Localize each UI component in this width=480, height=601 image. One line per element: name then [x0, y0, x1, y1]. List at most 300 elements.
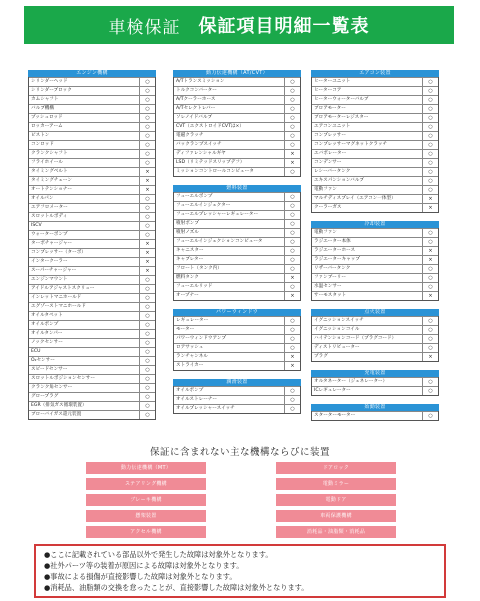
part-name: タイミングベルト	[31, 169, 68, 174]
table-row	[174, 264, 300, 273]
section-title: 燃料装置	[173, 185, 301, 192]
table-row	[312, 77, 438, 86]
table-row	[174, 273, 300, 282]
table-row	[29, 104, 155, 113]
table-row	[174, 104, 300, 113]
covered-mark: ○	[139, 312, 155, 320]
covered-mark: ○	[284, 265, 300, 273]
part-name: スピードセンサー	[31, 367, 68, 372]
section-lubrication	[173, 379, 301, 414]
covered-mark: ○	[139, 141, 155, 149]
covered-mark: ○	[284, 238, 300, 246]
table-row	[312, 377, 438, 386]
section-rows	[311, 228, 439, 301]
table-row	[29, 140, 155, 149]
table-row	[312, 185, 438, 194]
part-name: イグニッションスイッチ	[314, 318, 364, 323]
covered-mark: ○	[422, 326, 438, 334]
table-row	[174, 228, 300, 237]
covered-mark: ○	[422, 317, 438, 325]
covered-mark: ○	[422, 105, 438, 113]
table-row	[312, 228, 438, 237]
section-rows	[28, 77, 156, 420]
part-name: フロート（タンク内）	[176, 266, 222, 271]
table-row	[174, 361, 300, 370]
table-row	[29, 212, 155, 221]
table-row	[174, 237, 300, 246]
exclusion-item: 懸架装置	[86, 510, 206, 522]
table-row	[29, 158, 155, 167]
part-name: 噴射ポンプ	[176, 221, 199, 226]
covered-mark: ○	[284, 96, 300, 104]
covered-mark: ○	[284, 141, 300, 149]
section-powertrain	[173, 70, 301, 177]
table-row	[312, 282, 438, 291]
table-row	[29, 284, 155, 293]
not-covered-mark: ×	[139, 267, 155, 275]
covered-mark: ○	[422, 150, 438, 158]
table-row	[29, 410, 155, 419]
table-row	[312, 264, 438, 273]
part-name: レギュレーター	[176, 318, 209, 323]
part-name: ミッションコントロールコンピュータ	[176, 169, 254, 174]
section-starting	[311, 404, 439, 421]
part-name: ヒーターユニット	[314, 79, 351, 84]
section-title: 点火装置	[311, 309, 439, 316]
not-covered-mark: ×	[284, 353, 300, 361]
covered-mark: ○	[139, 303, 155, 311]
section-title: 始動装置	[311, 404, 439, 411]
not-covered-mark: ×	[139, 249, 155, 257]
part-name: キャニスター	[176, 248, 204, 253]
covered-mark: ○	[139, 375, 155, 383]
section-power-window	[173, 309, 301, 371]
part-name: 電動ファン	[314, 230, 337, 235]
table-row	[174, 255, 300, 264]
not-covered-mark: ×	[284, 292, 300, 300]
covered-mark: ○	[139, 96, 155, 104]
covered-mark: ○	[284, 283, 300, 291]
table-row	[174, 404, 300, 413]
not-covered-mark: ×	[284, 159, 300, 167]
part-name: ディストリビューター	[314, 345, 360, 350]
table-row	[29, 95, 155, 104]
covered-mark: ○	[284, 211, 300, 219]
table-row	[29, 176, 155, 185]
table-row	[312, 158, 438, 167]
part-name: ディファレンシャルギヤ	[176, 151, 226, 156]
table-row	[174, 77, 300, 86]
part-name: カムシャフト	[31, 97, 59, 102]
covered-mark: ○	[139, 402, 155, 410]
covered-mark: ○	[284, 193, 300, 201]
covered-mark: ○	[139, 321, 155, 329]
table-row	[29, 122, 155, 131]
part-name: ラジエーター本体	[314, 239, 351, 244]
part-name: コンプレッサー	[314, 133, 346, 138]
table-row	[174, 149, 300, 158]
section-title: 動力伝達機構（AT/CVT）	[173, 70, 301, 77]
table-row	[312, 352, 438, 361]
part-name: A/Tトランスミッション	[176, 79, 225, 84]
note-line: ●事故による損傷が直接影響した故障は対象外となります。	[44, 572, 237, 581]
covered-mark: ○	[139, 348, 155, 356]
part-name: アイドルアジャストスクリュー	[31, 286, 95, 291]
not-covered-mark: ×	[422, 204, 438, 212]
part-name: ヒーターコア	[314, 88, 342, 93]
not-covered-mark: ×	[139, 258, 155, 266]
table-row	[174, 192, 300, 201]
table-row	[174, 282, 300, 291]
covered-mark: ○	[284, 326, 300, 334]
part-name: フライホイール	[31, 160, 63, 165]
part-name: フューエルプレッシャーレギュレーター	[176, 212, 259, 217]
table-row	[312, 113, 438, 122]
part-name: A/Tクーラーホース	[176, 97, 216, 102]
part-name: EGR（排気ガス循環装置）	[31, 403, 87, 408]
covered-mark: ○	[139, 294, 155, 302]
covered-mark: ○	[139, 339, 155, 347]
covered-mark: ○	[139, 150, 155, 158]
table-row	[174, 210, 300, 219]
part-name: トルクコンバーター	[176, 88, 217, 93]
section-fuel	[173, 185, 301, 301]
section-title: 冷却装置	[311, 221, 439, 228]
exclusion-item: ブレーキ機構	[86, 494, 206, 506]
table-row	[29, 131, 155, 140]
covered-mark: ○	[139, 213, 155, 221]
part-name: シリンダーブロック	[31, 88, 72, 93]
part-name: ウォーターポンプ	[31, 232, 68, 237]
covered-mark: ○	[139, 159, 155, 167]
table-row	[174, 334, 300, 343]
part-name: ロアサッシュ	[176, 345, 204, 350]
section-title: パワーウィンドウ	[173, 309, 301, 316]
covered-mark: ○	[284, 256, 300, 264]
table-row	[312, 386, 438, 395]
part-name: ロッカーアーム	[31, 124, 63, 129]
section-rows	[173, 316, 301, 371]
part-name: 電動ファン	[314, 187, 337, 192]
column-left	[28, 70, 156, 428]
part-name: パワーウィンドウアンプ	[176, 336, 227, 341]
table-row	[174, 395, 300, 404]
section-title: 充電装置	[311, 370, 439, 377]
covered-mark: ○	[139, 87, 155, 95]
section-rows	[311, 77, 439, 213]
table-row	[312, 104, 438, 113]
column-right	[311, 70, 439, 429]
table-row	[312, 273, 438, 282]
table-row	[29, 374, 155, 383]
covered-mark: ○	[139, 195, 155, 203]
not-covered-mark: ×	[284, 274, 300, 282]
covered-mark: ○	[284, 387, 300, 395]
part-name: 電磁クラッチ	[176, 133, 204, 138]
part-name: インレットマニホールド	[31, 295, 82, 300]
table-row	[312, 334, 438, 343]
table-row	[29, 338, 155, 347]
part-name: ノックセンサー	[31, 340, 63, 345]
table-row	[312, 343, 438, 352]
part-name: オートテンショナー	[31, 187, 72, 192]
table-row	[312, 291, 438, 300]
covered-mark: ○	[284, 220, 300, 228]
table-row	[312, 246, 438, 255]
table-row	[29, 347, 155, 356]
part-name: エアコンユニット	[314, 124, 351, 129]
part-name: 燃料タンク	[176, 275, 199, 280]
section-rows	[173, 386, 301, 414]
section-rows	[311, 316, 439, 362]
covered-mark: ○	[139, 393, 155, 401]
covered-mark: ○	[422, 229, 438, 237]
table-row	[174, 343, 300, 352]
part-name: イグニッションコイル	[314, 327, 360, 332]
table-row	[312, 131, 438, 140]
table-row	[312, 176, 438, 185]
header-title-warranty: 車検保証	[108, 17, 181, 38]
not-covered-mark: ×	[422, 256, 438, 264]
table-row	[29, 293, 155, 302]
covered-mark: ○	[284, 87, 300, 95]
covered-mark: ○	[139, 132, 155, 140]
table-row	[174, 325, 300, 334]
covered-mark: ○	[139, 330, 155, 338]
part-name: レシーバータンク	[314, 169, 351, 174]
table-row	[174, 246, 300, 255]
covered-mark: ○	[422, 114, 438, 122]
not-covered-mark: ×	[139, 177, 155, 185]
notes-box	[34, 544, 446, 598]
part-name: コンプレッサーマグネットクラッチ	[314, 142, 388, 147]
covered-mark: ○	[139, 276, 155, 284]
covered-mark: ○	[284, 114, 300, 122]
part-name: エアフロメーター	[31, 205, 68, 210]
exclusions-panel	[0, 462, 480, 542]
covered-mark: ○	[422, 378, 438, 386]
covered-mark: ○	[422, 274, 438, 282]
not-covered-mark: ×	[139, 168, 155, 176]
not-covered-mark: ×	[422, 247, 438, 255]
covered-mark: ○	[139, 204, 155, 212]
part-name: プッシュロッド	[31, 115, 63, 120]
table-row	[29, 113, 155, 122]
part-name: クーラーガス	[314, 205, 342, 210]
section-title: エンジン機構	[28, 70, 156, 77]
table-row	[312, 122, 438, 131]
table-row	[312, 95, 438, 104]
exclusion-item: 電動ミラー	[276, 478, 396, 490]
part-name: ラジエーターキャップ	[314, 257, 360, 262]
part-name: フューエルインジェクションコンピュータ	[176, 239, 263, 244]
note-line: ●ここに記載されている部品以外で発生した故障は対象外となります。	[44, 550, 273, 559]
table-row	[312, 237, 438, 246]
part-name: オイルタンパー	[31, 331, 63, 336]
table-row	[312, 203, 438, 212]
covered-mark: ○	[422, 283, 438, 291]
part-name: エバポレーター	[314, 151, 347, 156]
part-name: モーター	[176, 327, 195, 332]
table-row	[29, 194, 155, 203]
table-row	[29, 302, 155, 311]
part-name: タイミングチェーン	[31, 178, 72, 183]
table-row	[312, 149, 438, 158]
table-row	[174, 167, 300, 176]
part-name: インタークーラー	[31, 259, 68, 264]
table-row	[312, 316, 438, 325]
covered-mark: ○	[422, 78, 438, 86]
table-row	[312, 167, 438, 176]
table-row	[174, 122, 300, 131]
not-covered-mark: ×	[139, 240, 155, 248]
table-row	[174, 219, 300, 228]
exclusion-item: ステアリング機構	[86, 478, 206, 490]
part-name: 水温センサー	[314, 284, 342, 289]
table-row	[312, 255, 438, 264]
table-row	[312, 86, 438, 95]
table-row	[29, 401, 155, 410]
table-row	[29, 149, 155, 158]
part-name: ピストン	[31, 133, 50, 138]
part-name: プラグ	[314, 354, 328, 359]
covered-mark: ○	[284, 317, 300, 325]
table-row	[29, 311, 155, 320]
section-rows	[311, 411, 439, 421]
part-name: オイルパン	[31, 196, 54, 201]
table-row	[29, 365, 155, 374]
part-name: ICレギュレーター	[314, 388, 351, 393]
covered-mark: ○	[422, 387, 438, 395]
table-row	[174, 316, 300, 325]
not-covered-mark: ×	[284, 362, 300, 370]
part-name: ラジエーターホース	[314, 248, 356, 253]
covered-mark: ○	[284, 123, 300, 131]
table-row	[174, 386, 300, 395]
table-row	[29, 392, 155, 401]
covered-mark: ○	[284, 105, 300, 113]
table-row	[174, 291, 300, 300]
covered-mark: ○	[284, 405, 300, 413]
table-row	[174, 140, 300, 149]
table-row	[29, 248, 155, 257]
covered-mark: ○	[284, 229, 300, 237]
covered-mark: ○	[422, 132, 438, 140]
part-name: キャブレター	[176, 257, 204, 262]
note-line: ●社外パーツ等の装着が原因による故障は対象外となります。	[44, 561, 244, 570]
part-name: クランクシャフト	[31, 151, 68, 156]
part-name: エンジンマウント	[31, 277, 68, 282]
table-row	[174, 131, 300, 140]
part-name: スロットルボディ	[31, 214, 68, 219]
note-line: ●消耗品、油脂類の交換を怠ったことが、直接影響した故障は対象外となります。	[44, 583, 309, 592]
covered-mark: ○	[139, 357, 155, 365]
covered-mark: ○	[422, 96, 438, 104]
section-title: 潤滑装置	[173, 379, 301, 386]
covered-mark: ○	[422, 238, 438, 246]
part-name: コンデンサー	[314, 160, 342, 165]
exclusions-title: 保証に含まれない主な機構ならびに装置	[149, 447, 330, 458]
table-row	[29, 203, 155, 212]
table-row	[312, 194, 438, 203]
section-rows	[173, 77, 301, 177]
page-header	[24, 6, 454, 44]
section-rows	[311, 377, 439, 396]
table-row	[174, 201, 300, 210]
part-name: オイルポンプ	[31, 322, 59, 327]
table-row	[174, 86, 300, 95]
exclusion-item: ドアロック	[276, 462, 396, 474]
section-rows	[173, 192, 301, 301]
part-name: リザーバータンク	[314, 266, 351, 271]
covered-mark: ○	[139, 123, 155, 131]
part-name: CVT（エクストロイドCVTは×）	[176, 124, 244, 129]
table-row	[29, 320, 155, 329]
covered-mark: ○	[139, 105, 155, 113]
part-name: オイルプレッシャースイッチ	[176, 406, 235, 411]
part-name: ソレノイドバルブ	[176, 115, 213, 120]
part-name: クランク角センサー	[31, 385, 73, 390]
table-row	[29, 230, 155, 239]
table-row	[29, 257, 155, 266]
part-name: エグゾーストマニホールド	[31, 304, 86, 309]
covered-mark: ○	[284, 335, 300, 343]
table-row	[312, 325, 438, 334]
section-engine	[28, 70, 156, 420]
not-covered-mark: ×	[422, 292, 438, 300]
covered-mark: ○	[139, 384, 155, 392]
not-covered-mark: ×	[139, 186, 155, 194]
table-row	[174, 95, 300, 104]
exclusion-item: 電動ドア	[276, 494, 396, 506]
section-ignition	[311, 309, 439, 362]
part-name: ファンブーリー	[314, 275, 346, 280]
covered-mark: ○	[284, 78, 300, 86]
part-name: ブローバイガス還元装置	[31, 412, 82, 417]
part-name: フューエルインジェクター	[176, 203, 231, 208]
part-name: コンプレッサー（ターボ）	[31, 250, 86, 255]
part-name: オイルタペット	[31, 313, 63, 318]
exclusion-item: 動力伝達機構（MT）	[86, 462, 206, 474]
part-name: オープナー	[176, 293, 199, 298]
exclusion-item: 車両保護機構	[276, 510, 396, 522]
section-aircon	[311, 70, 439, 213]
not-covered-mark: ×	[422, 353, 438, 361]
part-name: マルチディスプレイ（エアコン一体型）	[314, 196, 396, 201]
covered-mark: ○	[284, 168, 300, 176]
part-name: エキスパンションバルブ	[314, 178, 364, 183]
header-title-list: 保証項目明細一覧表	[198, 16, 370, 37]
table-row	[312, 411, 438, 420]
table-row	[29, 77, 155, 86]
table-row	[174, 352, 300, 361]
part-name: ブロアモーター	[314, 106, 346, 111]
section-charging	[311, 370, 439, 396]
covered-mark: ○	[422, 87, 438, 95]
table-row	[29, 383, 155, 392]
table-row	[312, 140, 438, 149]
part-name: ブロアモーターレジスター	[314, 115, 369, 120]
covered-mark: ○	[422, 335, 438, 343]
table-row	[174, 158, 300, 167]
section-title: エアコン装置	[311, 70, 439, 77]
covered-mark: ○	[284, 132, 300, 140]
covered-mark: ○	[139, 114, 155, 122]
table-row	[29, 266, 155, 275]
covered-mark: ○	[422, 141, 438, 149]
covered-mark: ○	[139, 222, 155, 230]
covered-mark: ○	[422, 186, 438, 194]
